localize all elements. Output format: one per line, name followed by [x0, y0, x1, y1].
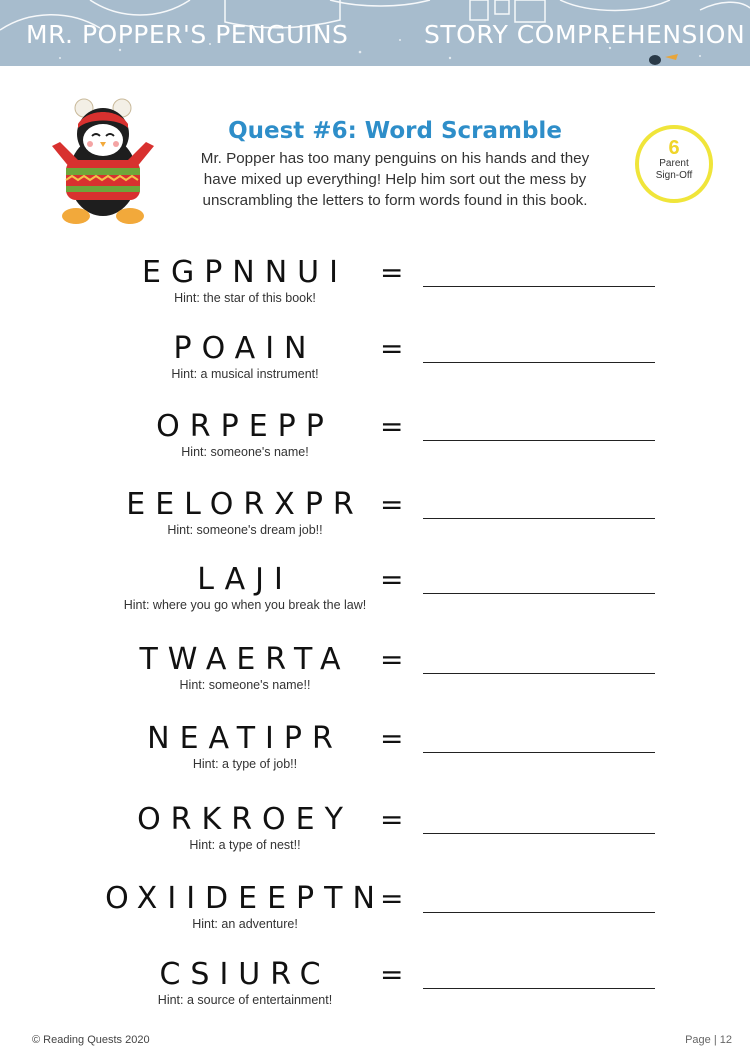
scramble-item: [0, 803, 750, 863]
answer-line[interactable]: [423, 362, 655, 363]
hint-text: Hint: someone's name!: [181, 445, 309, 459]
equals-sign: =: [380, 410, 404, 443]
scrambled-letters: ORPEPP: [156, 409, 334, 444]
copyright-text: © Reading Quests 2020: [32, 1034, 150, 1046]
hint-text: Hint: a musical instrument!: [171, 367, 319, 381]
hint-text: Hint: someone's dream job!!: [167, 523, 323, 537]
hint-text: Hint: where you go when you break the law!: [123, 598, 367, 612]
equals-sign: =: [380, 256, 404, 289]
scrambled-letters: CSIURC: [159, 957, 331, 992]
answer-line[interactable]: [423, 593, 655, 594]
scrambled-letters: LAJI: [197, 562, 293, 597]
scramble-item: [0, 958, 750, 1018]
answer-line[interactable]: [423, 440, 655, 441]
answer-line[interactable]: [423, 833, 655, 834]
equals-sign: =: [380, 882, 404, 915]
scrambled-letters: NEATIPR: [147, 721, 343, 756]
answer-line[interactable]: [423, 752, 655, 753]
answer-line[interactable]: [423, 673, 655, 674]
section-title: STORY COMPREHENSION: [424, 20, 746, 49]
scramble-item: [0, 563, 750, 623]
scramble-item: [0, 643, 750, 703]
quest-number: 6: [668, 137, 680, 159]
scramble-item: [0, 332, 750, 392]
answer-line[interactable]: [423, 988, 655, 989]
scramble-item: [0, 488, 750, 548]
book-title: MR. POPPER'S PENGUINS: [26, 20, 349, 49]
equals-sign: =: [380, 643, 404, 676]
answer-line[interactable]: [423, 912, 655, 913]
hint-text: Hint: a source of entertainment!: [157, 993, 333, 1007]
scrambled-letters: OXIIDEEPTN: [105, 881, 385, 916]
page-number: Page | 12: [685, 1034, 732, 1046]
scramble-item: [0, 256, 750, 316]
penguin-illustration: [48, 98, 160, 228]
scrambled-letters: ORKROEY: [137, 802, 353, 837]
hint-text: Hint: the star of this book!: [174, 291, 316, 305]
scrambled-letters: POAIN: [173, 331, 317, 366]
equals-sign: =: [380, 332, 404, 365]
answer-line[interactable]: [423, 286, 655, 287]
scrambled-letters: EGPNNUI: [142, 255, 348, 290]
parent-signoff-badge: [635, 125, 713, 203]
hint-text: Hint: an adventure!: [192, 917, 298, 931]
hint-text: Hint: a type of nest!!: [189, 838, 301, 852]
scramble-item: [0, 410, 750, 470]
parent-signoff-label: Parent Sign-Off: [655, 158, 693, 181]
equals-sign: =: [380, 722, 404, 755]
hint-text: Hint: a type of job!!: [192, 757, 298, 771]
scrambled-letters: TWAERTA: [139, 642, 351, 677]
equals-sign: =: [380, 563, 404, 596]
scrambled-letters: EELORXPR: [126, 487, 364, 522]
equals-sign: =: [380, 958, 404, 991]
equals-sign: =: [380, 488, 404, 521]
answer-line[interactable]: [423, 518, 655, 519]
quest-instructions: Mr. Popper has too many penguins on his hands and they have mixed up everything! Help him sort out the mess by unscrambling the letters to form words found in this book.: [200, 150, 590, 209]
scramble-item: [0, 722, 750, 782]
quest-title: Quest #6: Word Scramble: [228, 118, 562, 144]
equals-sign: =: [380, 803, 404, 836]
hint-text: Hint: someone's name!!: [179, 678, 311, 692]
scramble-item: [0, 882, 750, 942]
header-banner: [0, 0, 750, 66]
